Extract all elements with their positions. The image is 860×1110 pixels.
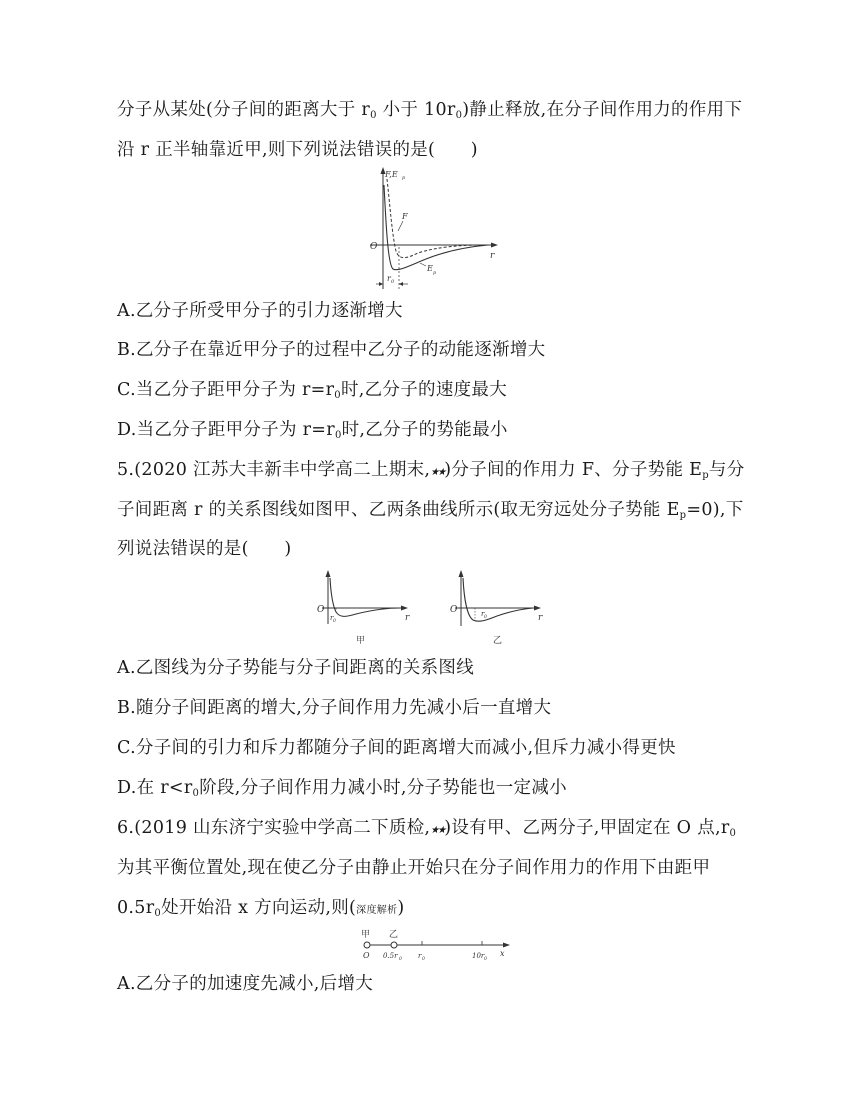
q5-jia-r0-sub: 0	[333, 619, 336, 624]
q6-option-a: A.乙分子的加速度先减小,后增大	[117, 974, 374, 994]
q4-stem-line2: 沿 r 正半轴靠近甲,则下列说法错误的是( )	[117, 140, 478, 160]
q6-ten-r0: 10r	[472, 952, 485, 960]
q5-option-a: A.乙图线为分子势能与分子间距离的关系图线	[117, 658, 474, 678]
q6-r0: r	[418, 952, 422, 960]
analysis-note: 深度解析	[356, 905, 398, 916]
q6-stem-line2: 为其平衡位置处,现在使乙分子由静止开始只在分子间作用力的作用下由距甲	[117, 858, 711, 878]
q5-jia-axis-x: r	[405, 613, 410, 623]
q5-stem-line2: 子间距离 r 的关系图线如图甲、乙两条曲线所示(取无穷远处分子势能 $E_p=0$),下	[117, 500, 744, 521]
q4-curve-ep-sub: p	[433, 270, 437, 276]
q4-stem-line1: 分子从某处(分子间的距离大于 $r_0$ 小于 $10r_0$)静止释放,在分子间作用力的作用下	[117, 100, 743, 121]
q6-half-r0-sub: 0	[399, 957, 402, 962]
q6-r0-sub: 0	[422, 957, 425, 962]
q4-option-a: A.乙分子所受甲分子的引力逐渐增大	[117, 301, 403, 321]
q5-yi-curve	[463, 578, 533, 621]
q4-r0-sub: 0	[391, 279, 395, 285]
q4-curve-ep-label: E	[427, 264, 433, 273]
q6-label-yi: 乙	[389, 930, 399, 940]
q6-label-jia: 甲	[361, 930, 371, 940]
q5-graph-jia	[314, 568, 414, 648]
q5-yi-r0-sub: 0	[484, 615, 487, 620]
q4-axis-x-label: r	[490, 251, 495, 261]
q4-axis-y-sub: p	[402, 175, 406, 181]
q5-graph-yi	[447, 568, 547, 648]
q4-option-b: B.乙分子在靠近甲分子的过程中乙分子的动能逐渐增大	[117, 340, 546, 360]
q6-stem-line1: 6.(2019 山东济宁实验中学高二下质检,★★)设有甲、乙两分子,甲固定在 O 点$,r_0$	[117, 818, 737, 839]
q4-option-c: C.当乙分子距甲分子为 $r=r_0$时,乙分子的速度最大	[117, 380, 508, 401]
q5-stem-line3: 列说法错误的是( )	[117, 539, 292, 559]
q6-molecule-yi	[391, 942, 397, 948]
q4-option-d: D.当乙分子距甲分子为 $r=r_0$时,乙分子的势能最小	[117, 420, 508, 441]
q6-axis-x: x	[500, 949, 505, 958]
q5-jia-origin: O	[317, 605, 325, 615]
q6-stem-line3: $0.5r_0$处开始沿 x 方向运动,则(深度解析)	[117, 898, 405, 919]
q6-molecule-jia	[364, 942, 370, 948]
q5-stem-line1: 5.(2020 江苏大丰新丰中学高二上期末,★★)分子间的作用力 F、分子势能 $E_p$与分	[117, 460, 745, 481]
q5-yi-axis-x: r	[538, 613, 543, 623]
q6-ten-r0-sub: 0	[484, 957, 487, 962]
q5-option-d: D.在 $r<r_0$阶段,分子间作用力减小时,分子势能也一定减小	[117, 778, 567, 799]
difficulty-stars: ★★	[430, 825, 445, 836]
q4-force-energy-graph	[366, 165, 506, 292]
q4-r0-label: r	[387, 274, 391, 283]
q5-jia-caption: 甲	[356, 636, 366, 646]
q5-option-c: C.分子间的引力和斥力都随分子间的距离增大而减小,但斥力减小得更快	[117, 738, 676, 758]
q5-yi-origin: O	[450, 605, 458, 615]
q6-origin: O	[363, 951, 370, 960]
q4-curve-f-label: F	[402, 212, 408, 221]
q5-yi-r0: r	[481, 610, 485, 618]
q5-jia-curve	[330, 578, 400, 616]
q6-half-r0: 0.5r	[383, 952, 398, 960]
q6-axis-diagram	[356, 924, 516, 966]
q5-yi-caption: 乙	[493, 636, 503, 646]
q4-axis-y-label: F,E	[385, 170, 398, 179]
q5-option-b: B.随分子间距离的增大,分子间作用力先减小后一直增大	[117, 698, 552, 718]
difficulty-stars: ★★	[430, 467, 445, 478]
q5-jia-r0: r	[330, 614, 334, 622]
q4-origin: O	[370, 242, 378, 252]
